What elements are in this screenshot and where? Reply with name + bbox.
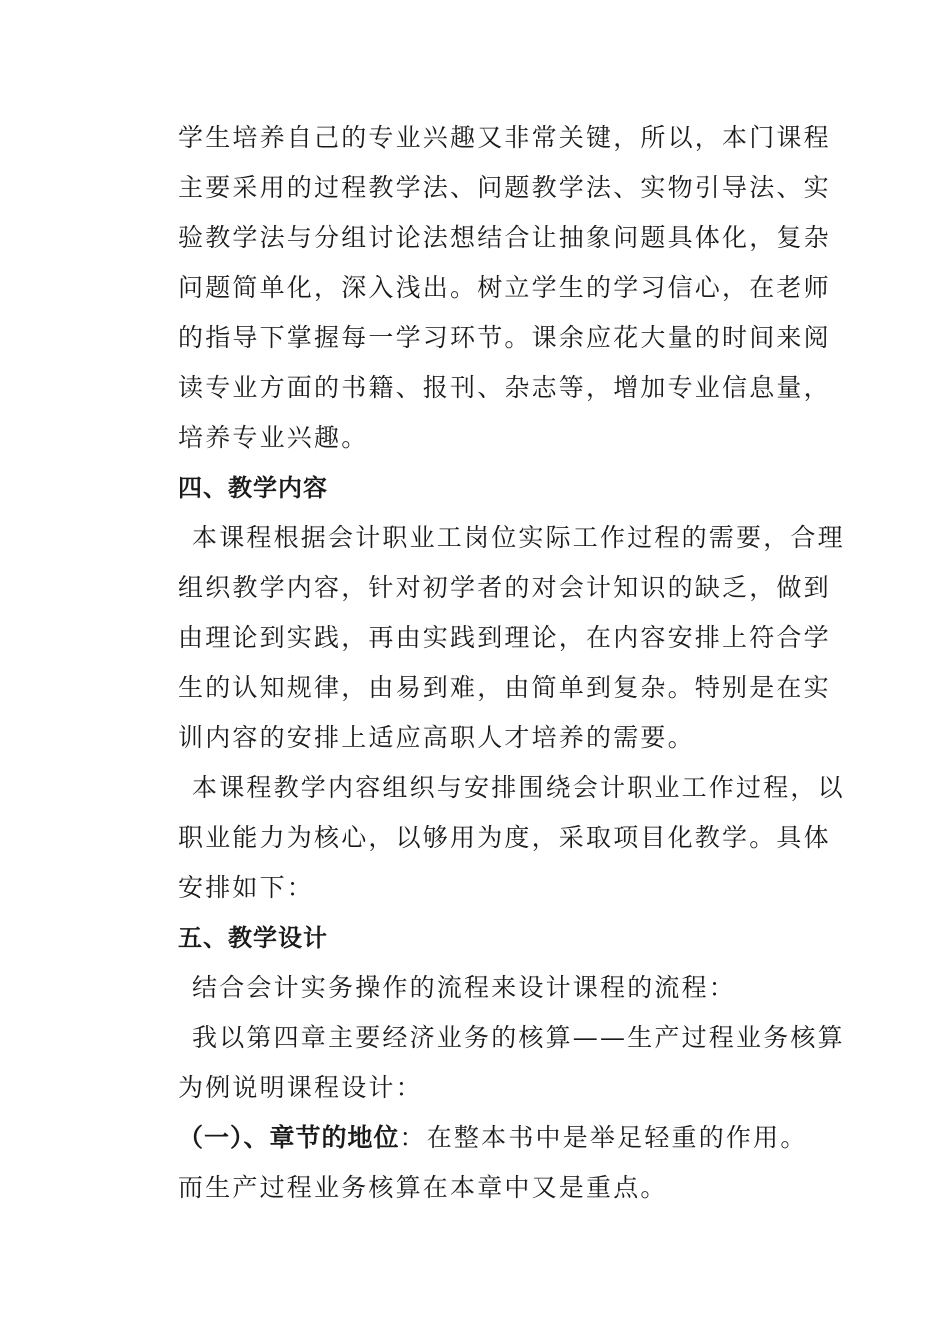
paragraph-line: 学生培养自己的专业兴趣又非常关键，所以，本门课程 xyxy=(178,123,831,152)
subsection-text: ：在整本书中是举足轻重的作用。 xyxy=(399,1123,808,1152)
subsection-line xyxy=(178,1113,810,1163)
paragraph-line: 职业能力为核心，以够用为度，采取项目化教学。具体 xyxy=(178,823,831,852)
paragraph-line: 读专业方面的书籍、报刊、杂志等，增加专业信息量， xyxy=(178,373,831,402)
paragraph-line: 的指导下掌握每一学习环节。课余应花大量的时间来阅 xyxy=(178,323,831,352)
paragraph-line: 本课程教学内容组织与安排围绕会计职业工作过程，以 xyxy=(192,773,845,802)
paragraph-line: 结合会计实务操作的流程来设计课程的流程： xyxy=(192,973,737,1002)
paragraph-line: 而生产过程业务核算在本章中又是重点。 xyxy=(178,1173,668,1202)
paragraph-line: 组织教学内容，针对初学者的对会计知识的缺乏，做到 xyxy=(178,573,831,602)
paragraph-line: 训内容的安排上适应高职人才培养的需要。 xyxy=(178,723,695,752)
paragraph-line: 由理论到实践，再由实践到理论，在内容安排上符合学 xyxy=(178,623,831,652)
paragraph-line: 我以第四章主要经济业务的核算——生产过程业务核算 xyxy=(192,1023,845,1052)
paragraph-line: 培养专业兴趣。 xyxy=(178,423,369,452)
subsection-label: （一）、章节的地位 xyxy=(178,1123,400,1152)
paragraph-line: 为例说明课程设计： xyxy=(178,1073,423,1102)
section-heading-teaching-content: 四、教学内容 xyxy=(178,474,328,502)
document-body xyxy=(178,113,845,1213)
paragraph-line: 本课程根据会计职业工岗位实际工作过程的需要，合理 xyxy=(192,523,845,552)
paragraph-line: 验教学法与分组讨论法想结合让抽象问题具体化，复杂 xyxy=(178,223,831,252)
paragraph-line: 问题简单化，深入浅出。树立学生的学习信心，在老师 xyxy=(178,273,831,302)
paragraph-line: 主要采用的过程教学法、问题教学法、实物引导法、实 xyxy=(178,173,831,202)
paragraph-line: 安排如下： xyxy=(178,873,315,902)
paragraph-line: 生的认知规律，由易到难，由简单到复杂。特别是在实 xyxy=(178,673,831,702)
section-heading-teaching-design: 五、教学设计 xyxy=(178,924,328,952)
